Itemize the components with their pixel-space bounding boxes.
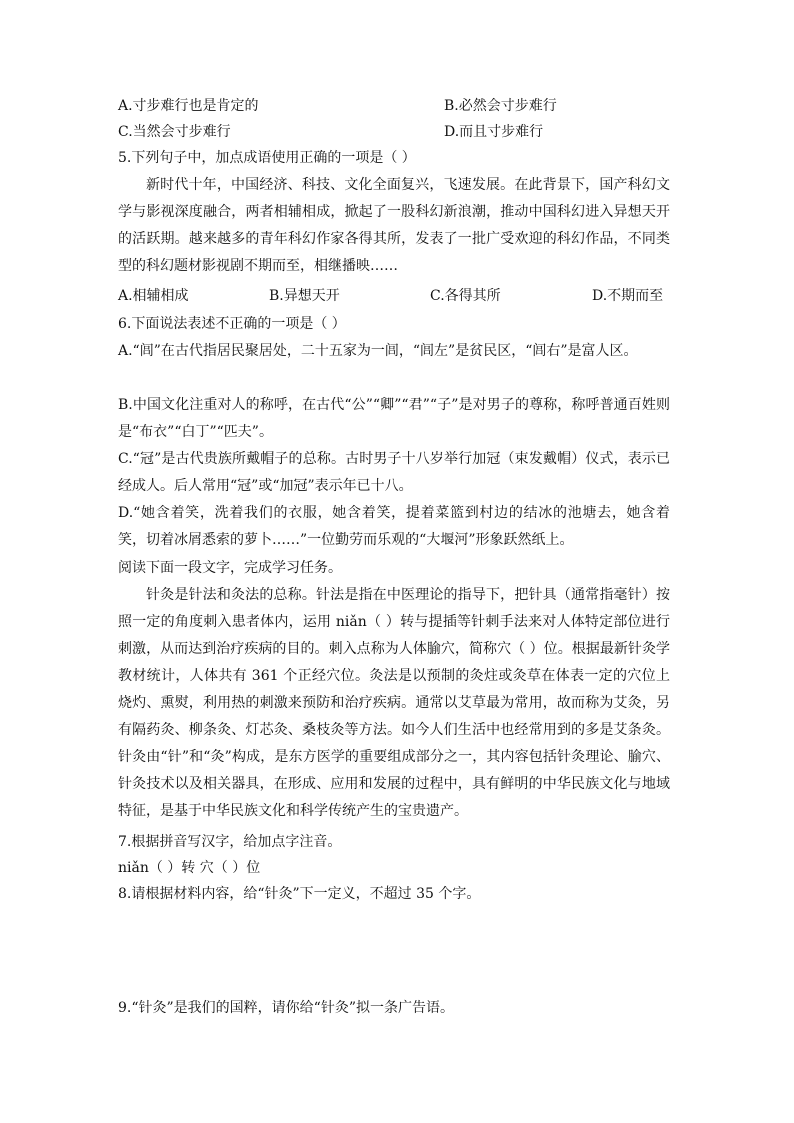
q5-option-d: D.不期而至 <box>592 288 664 304</box>
q5-passage: 新时代十年，中国经济、科技、文化全面复兴，飞速发展。在此背景下，国产科幻文学与影视深度融合，两者相辅相成，掀起了一股科幻新浪潮，推动中国科幻进入异想天开的活跃期。越来越多的青年科幻作家各得其所，发表了一批广受欢迎的科幻作品，不同类型的科幻题材影视剧不期而至，相继播映…… <box>118 177 670 274</box>
q4-option-b: B.必然会寸步难行 <box>444 98 557 114</box>
q7-stem: 7.根据拼音写汉字，给加点字注音。 <box>118 834 342 850</box>
reading-intro: 阅读下面一段文字，完成学习任务。 <box>118 560 342 576</box>
q9-stem: 9.“针灸”是我们的国粹，请你给“针灸”拟一条广告语。 <box>118 1000 454 1016</box>
q6-option-a: A.“闾”在古代指居民聚居处，二十五家为一闾，“闾左”是贫民区，“闾右”是富人区。 <box>118 343 638 359</box>
q8-stem: 8.请根据材料内容，给“针灸”下一定义，不超过 35 个字。 <box>118 886 481 902</box>
q7-blanks: niǎn（ ）转 穴（ ）位 <box>118 860 261 876</box>
reading-passage: 针灸是针法和灸法的总称。针法是指在中医理论的指导下，把针具（通常指毫针）按照一定的角度刺入患者体内，运用 niǎn（ ）转与提插等针刺手法来对人体特定部位进行刺激，从而达到治疗疾病的目的。刺入点称为人体腧穴，简称穴（ ）位。根据最新针灸学教材统计，人体共有 361 个正经穴位。灸法是以预制的灸炷或灸草在体表一定的穴位上烧灼、熏熨，利用热的刺激来预防和治疗疾病。通常以艾草最为常用，故而称为艾灸，另有隔药灸、柳条灸、灯芯灸、桑枝灸等方法。如今人们生活中也经常用到的多是艾条灸。针灸由“针”和“灸”构成，是东方医学的重要组成部分之一，其内容包括针灸理论、腧穴、针灸技术以及相关器具，在形成、应用和发展的过程中，具有鲜明的中华民族文化与地域特征，是基于中华民族文化和科学传统产生的宝贵遗产。 <box>118 587 670 819</box>
q5-stem: 5.下列句子中，加点成语使用正确的一项是（ ） <box>118 150 416 166</box>
q6-option-c: C.“冠”是古代贵族所戴帽子的总称。古时男子十八岁举行加冠（束发戴帽）仪式，表示已经成人。后人常用“冠”或“加冠”表示年已十八。 <box>118 451 670 494</box>
q5-option-a: A.相辅相成 <box>118 288 189 304</box>
q4-option-c: C.当然会寸步难行 <box>118 124 231 140</box>
q6-stem: 6.下面说法表述不正确的一项是（ ） <box>118 316 346 332</box>
q4-option-d: D.而且寸步难行 <box>444 124 544 140</box>
q5-option-c: C.各得其所 <box>430 288 501 304</box>
q6-option-b: B.中国文化注重对人的称呼，在古代“公”“卿”“君”“子”是对男子的尊称，称呼普通百姓则是“布衣”“白丁”“匹夫”。 <box>118 397 670 440</box>
q4-option-a: A.寸步难行也是肯定的 <box>118 98 259 114</box>
q5-option-b: B.异想天开 <box>269 288 340 304</box>
q6-option-d: D.“她含着笑，洗着我们的衣服，她含着笑，提着菜篮到村边的结冰的池塘去，她含着笑，切着冰屑悉索的萝卜……”一位勤劳而乐观的“大堰河”形象跃然纸上。 <box>118 505 670 548</box>
